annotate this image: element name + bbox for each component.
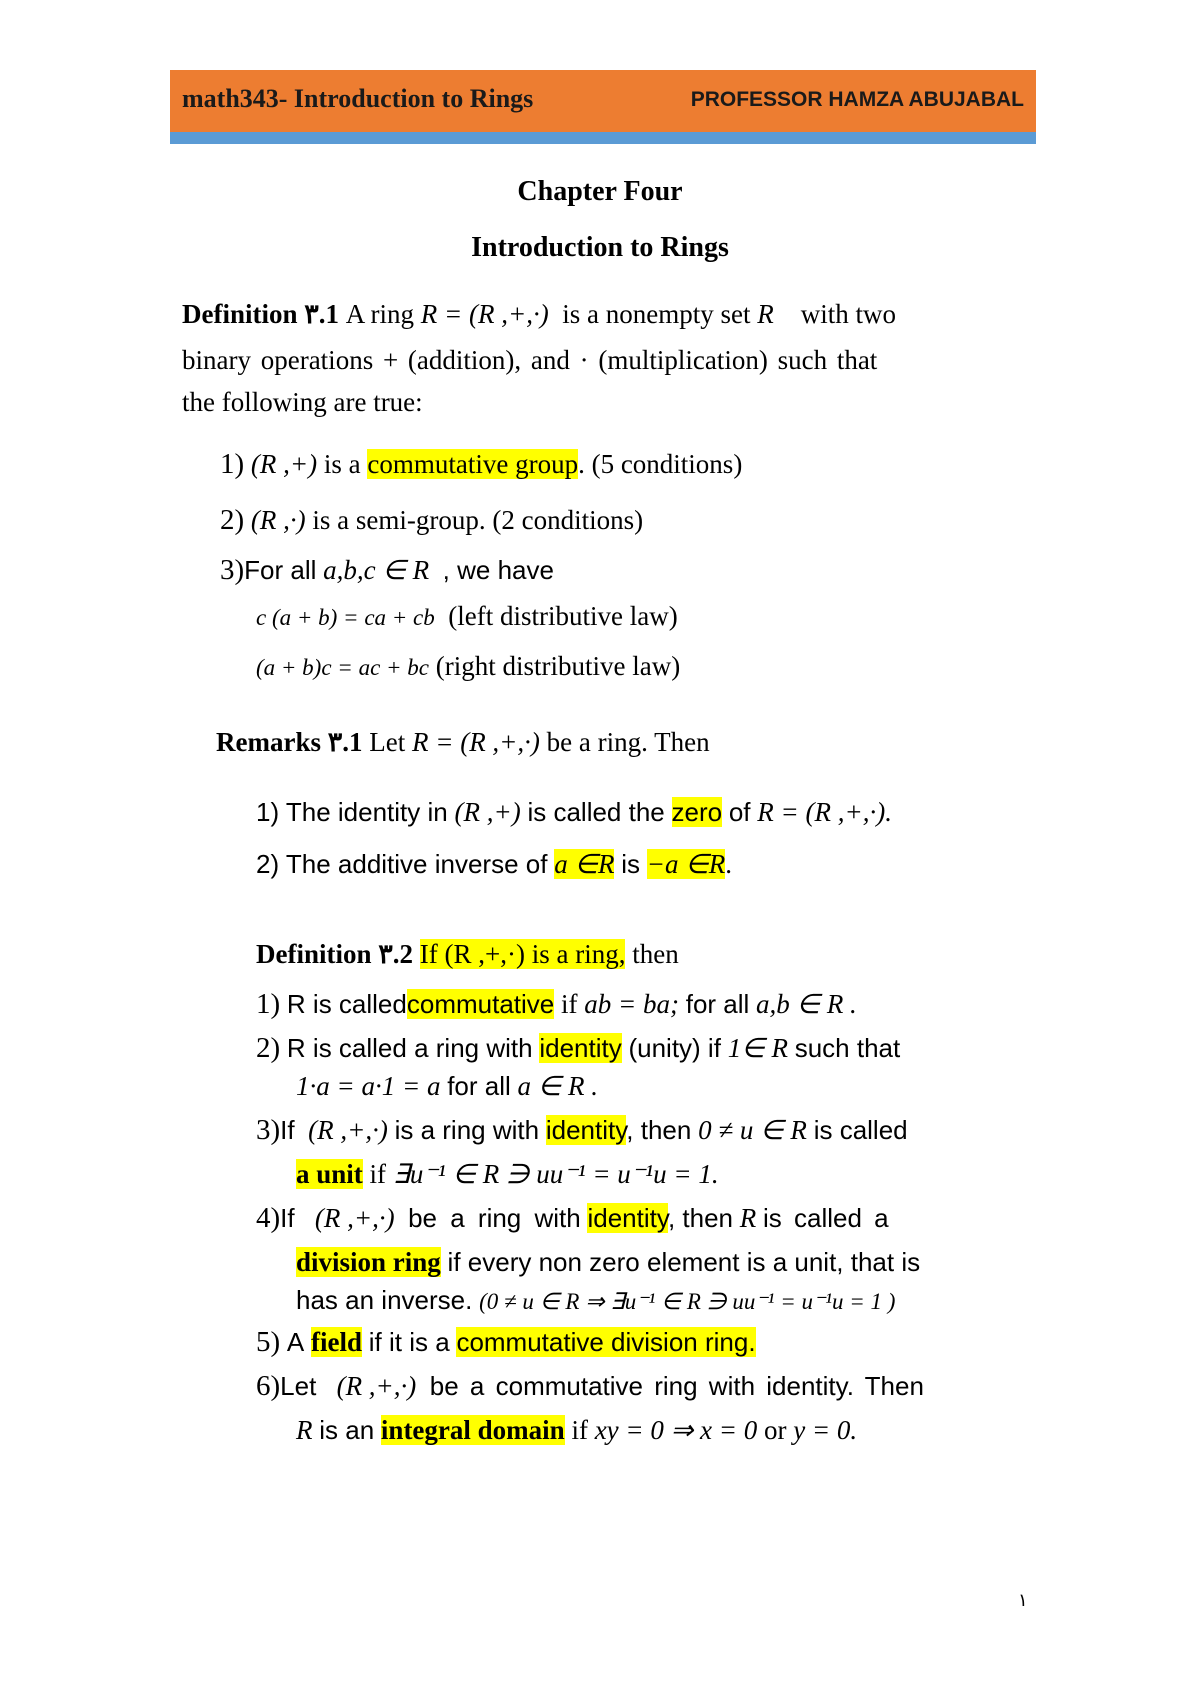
- def2-label: Definition ٣.2: [256, 939, 414, 969]
- course-title: math343- Introduction to Rings: [182, 84, 534, 113]
- def1-line2: binary operations + (addition), and · (multiplication) such that: [182, 345, 878, 375]
- highlight-a-unit: a unit: [296, 1159, 363, 1189]
- def2-item-4-line2: division ring if every non zero element is a unit, that is: [296, 1247, 921, 1277]
- def1-item-1: 1) (R ,+) is a commutative group. (5 conditions): [220, 448, 743, 480]
- professor-name: PROFESSOR HAMZA ABUJABAL: [690, 88, 1024, 111]
- remarks-item-1: 1) The identity in (R ,+) is called the zero of R = (R ,+,·).: [256, 797, 892, 827]
- def2-item-1: 1) R is calledcommutative if ab = ba; for all a,b ∈ R .: [256, 988, 857, 1020]
- def2-item-3: 3)If (R ,+,·) is a ring with identity, then 0 ≠ u ∈ R is called: [256, 1114, 908, 1146]
- page-number: ١: [1018, 1590, 1028, 1610]
- highlight-identity: identity: [539, 1033, 622, 1063]
- def2-item-5: 5) A field if it is a commutative division ring.: [256, 1326, 756, 1358]
- left-distributive-law: c (a + b) = ca + cb (left distributive law): [256, 601, 678, 631]
- remarks-item-2: 2) The additive inverse of a ∈R is −a ∈R.: [256, 849, 732, 879]
- def1-text-b: is a nonempty set: [562, 299, 751, 329]
- highlight-commutative: commutative: [406, 989, 555, 1019]
- highlight-zero: zero: [671, 797, 723, 827]
- def2-heading: Definition ٣.2 If (R ,+,·) is a ring, then: [256, 939, 679, 969]
- def1-line3: the following are true:: [182, 387, 423, 417]
- def2-item-2-line2: 1·a = a·1 = a for all a ∈ R .: [296, 1071, 599, 1101]
- def2-item-4-line3: has an inverse. (0 ≠ u ∈ R ⇒ ∃u⁻¹ ∈ R ∋ uu⁻¹ = u⁻¹u = 1 ): [296, 1285, 896, 1315]
- def1-item-3: 3)For all a,b,c ∈ R , we have: [220, 554, 554, 586]
- def1-item-2: 2) (R ,·) is a semi-group. (2 conditions): [220, 504, 644, 536]
- def1-math-a: R = (R ,+,·): [420, 299, 549, 329]
- def2-item-4: 4)If (R ,+,·) be a ring with identity, then R is called a: [256, 1202, 889, 1234]
- def1-label: Definition ٣.1: [182, 299, 340, 329]
- highlight-identity-3: identity: [587, 1203, 668, 1233]
- def1-text-c: with two: [800, 299, 896, 329]
- page-header: [170, 70, 1036, 144]
- highlight-if-ring: If (R ,+,·) is a ring,: [419, 939, 626, 969]
- highlight-a-in-R: a ∈R: [554, 849, 615, 879]
- highlight-commutative-division-ring: commutative division ring.: [456, 1327, 756, 1357]
- highlight-integral-domain: integral domain: [380, 1415, 565, 1445]
- def2-item-2: 2) R is called a ring with identity (unity) if 1∈ R such that: [256, 1032, 901, 1064]
- chapter-subtitle: Introduction to Rings: [471, 232, 729, 263]
- highlight-identity-2: identity: [545, 1115, 627, 1145]
- right-distributive-law: (a + b)c = ac + bc (right distributive law): [256, 651, 681, 681]
- highlight-commutative-group: commutative group: [367, 449, 579, 479]
- def2-item-3-line2: a unit if ∃u⁻¹ ∈ R ∋ uu⁻¹ = u⁻¹u = 1.: [296, 1159, 719, 1189]
- def1-math-b: R: [757, 299, 774, 329]
- def2-item-6: 6)Let (R ,+,·) be a commutative ring with identity. Then: [256, 1370, 924, 1402]
- def1-line1: [182, 296, 896, 332]
- highlight-field: field: [311, 1327, 363, 1357]
- remarks-heading: Remarks ٣.1 Let R = (R ,+,·) be a ring. Then: [216, 727, 710, 757]
- def2-item-6-line2: R is an integral domain if xy = 0 ⇒ x = 0 or y = 0.: [296, 1415, 858, 1445]
- highlight-neg-a-in-R: −a ∈R: [646, 849, 726, 879]
- chapter-title: Chapter Four: [517, 176, 683, 207]
- remarks-label: Remarks ٣.1: [216, 727, 363, 757]
- highlight-division-ring: division ring: [296, 1247, 441, 1277]
- def1-text-a: A ring: [345, 299, 415, 329]
